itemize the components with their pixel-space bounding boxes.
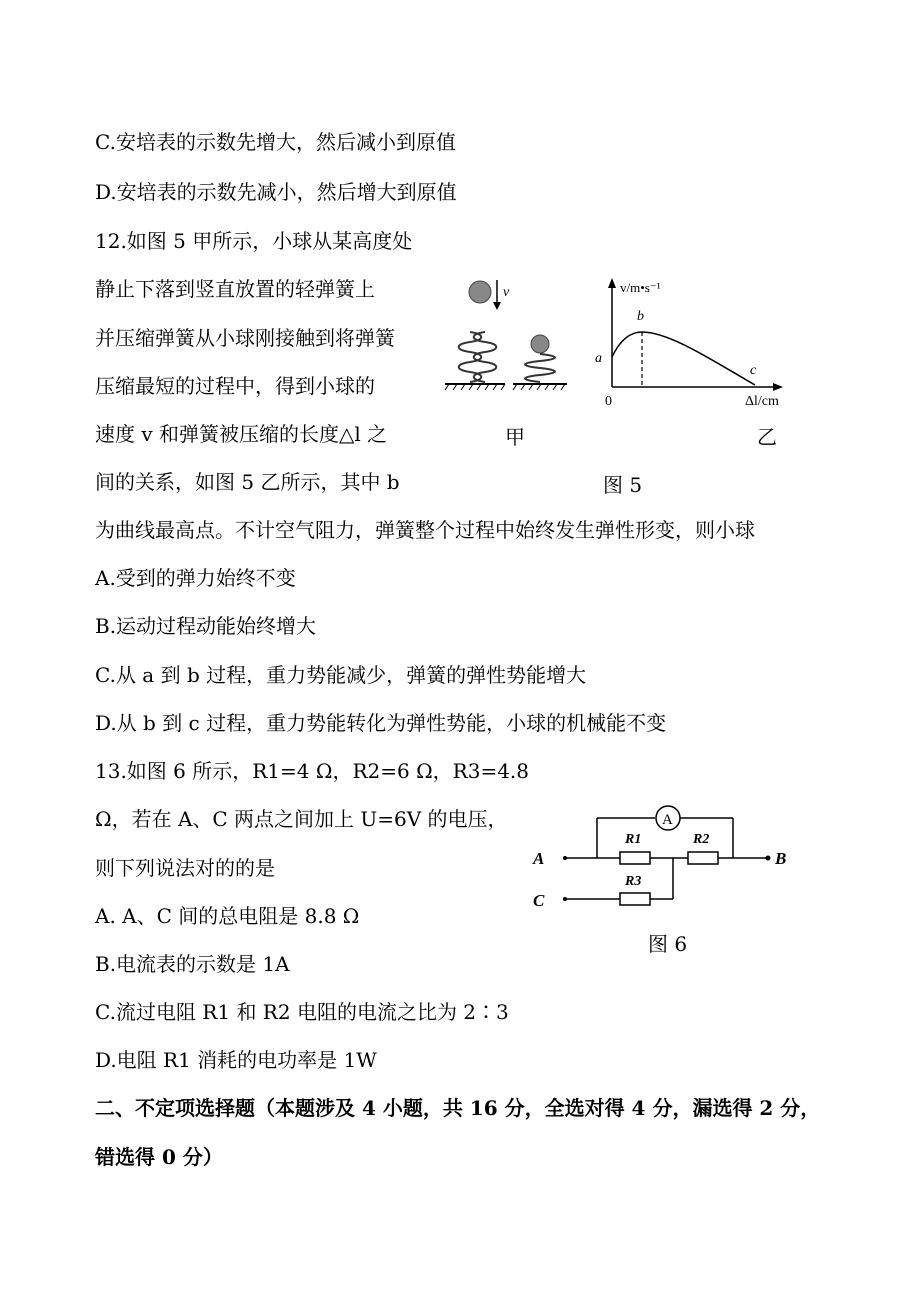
y-axis-label: v/m•s⁻¹ — [620, 280, 661, 295]
spring-uncompressed-2 — [474, 332, 497, 382]
velocity-curve — [612, 332, 755, 385]
line-12: C.从 a 到 b 过程，重力势能减少，弹簧的弹性势能增大 — [95, 663, 587, 687]
figure-5 — [425, 262, 805, 422]
line-21: 二、不定项选择题（本题涉及 4 小题，共 16 分，全选对得 4 分，漏选得 2 分， — [95, 1096, 821, 1120]
line-8: 间的关系，如图 5 乙所示，其中 b — [95, 470, 400, 494]
spring-ball-diagram — [445, 280, 567, 390]
x-axis-label: Δl/cm — [745, 394, 779, 409]
line-19: C.流过电阻 R1 和 R2 电阻的电流之比为 2∶3 — [95, 1000, 509, 1024]
ammeter-label: A — [662, 812, 673, 828]
point-c-label: c — [750, 363, 757, 378]
fig5-sublabel-right: 乙 — [757, 425, 777, 449]
velocity-label: v — [503, 285, 510, 300]
x-axis-arrow — [773, 383, 783, 391]
y-axis-arrow — [608, 278, 616, 288]
ball-on-spring — [531, 335, 549, 353]
resistor-r2 — [688, 852, 718, 864]
line-10: A.受到的弹力始终不变 — [95, 566, 296, 590]
line-22: 错选得 0 分） — [95, 1145, 223, 1169]
node-c-label: C — [533, 891, 545, 910]
line-7: 速度 v 和弹簧被压缩的长度△l 之 — [95, 422, 388, 446]
line-16: 则下列说法对的的是 — [95, 856, 275, 880]
line-2: D.安培表的示数先减小，然后增大到原值 — [95, 180, 457, 204]
fig5-sublabel-left: 甲 — [505, 425, 525, 449]
velocity-graph — [595, 278, 783, 409]
origin-label: 0 — [605, 394, 612, 409]
node-b-label: B — [775, 849, 787, 868]
spring-compressed — [525, 354, 555, 382]
line-20: D.电阻 R1 消耗的电功率是 1W — [95, 1048, 377, 1072]
spring-uncompressed — [459, 332, 482, 382]
line-6: 压缩最短的过程中，得到小球的 — [95, 374, 375, 398]
line-18: B.电流表的示数是 1A — [95, 952, 290, 976]
r3-label: R3 — [625, 874, 642, 889]
line-9: 为曲线最高点。不计空气阻力，弹簧整个过程中始终发生弹性形变，则小球 — [95, 518, 755, 542]
line-1: C.安培表的示数先增大，然后减小到原值 — [95, 130, 456, 154]
point-b-label: b — [637, 309, 644, 324]
velocity-arrowhead — [493, 302, 501, 310]
r1-label: R1 — [625, 832, 642, 847]
fig6-caption: 图 6 — [648, 932, 688, 956]
fig5-caption: 图 5 — [603, 473, 643, 497]
line-11: B.运动过程动能始终增大 — [95, 614, 317, 638]
figure-6 — [525, 798, 795, 923]
resistor-r3 — [620, 893, 650, 905]
line-13: D.从 b 到 c 过程，重力势能转化为弹性势能，小球的机械能不变 — [95, 711, 667, 735]
line-15: Ω，若在 A、C 两点之间加上 U=6V 的电压， — [95, 807, 508, 831]
node-a-label: A — [533, 849, 545, 868]
line-4: 静止下落到竖直放置的轻弹簧上 — [95, 277, 375, 301]
point-a-label: a — [595, 351, 602, 366]
falling-ball — [469, 281, 491, 303]
line-5: 并压缩弹簧从小球刚接触到将弹簧 — [95, 326, 395, 350]
line-14: 13.如图 6 所示，R1=4 Ω，R2=6 Ω，R3=4.8 — [95, 759, 530, 783]
resistor-r1 — [620, 852, 650, 864]
line-17: A. A、C 间的总电阻是 8.8 Ω — [95, 904, 360, 928]
r2-label: R2 — [693, 832, 710, 847]
line-3: 12.如图 5 甲所示，小球从某高度处 — [95, 229, 413, 253]
